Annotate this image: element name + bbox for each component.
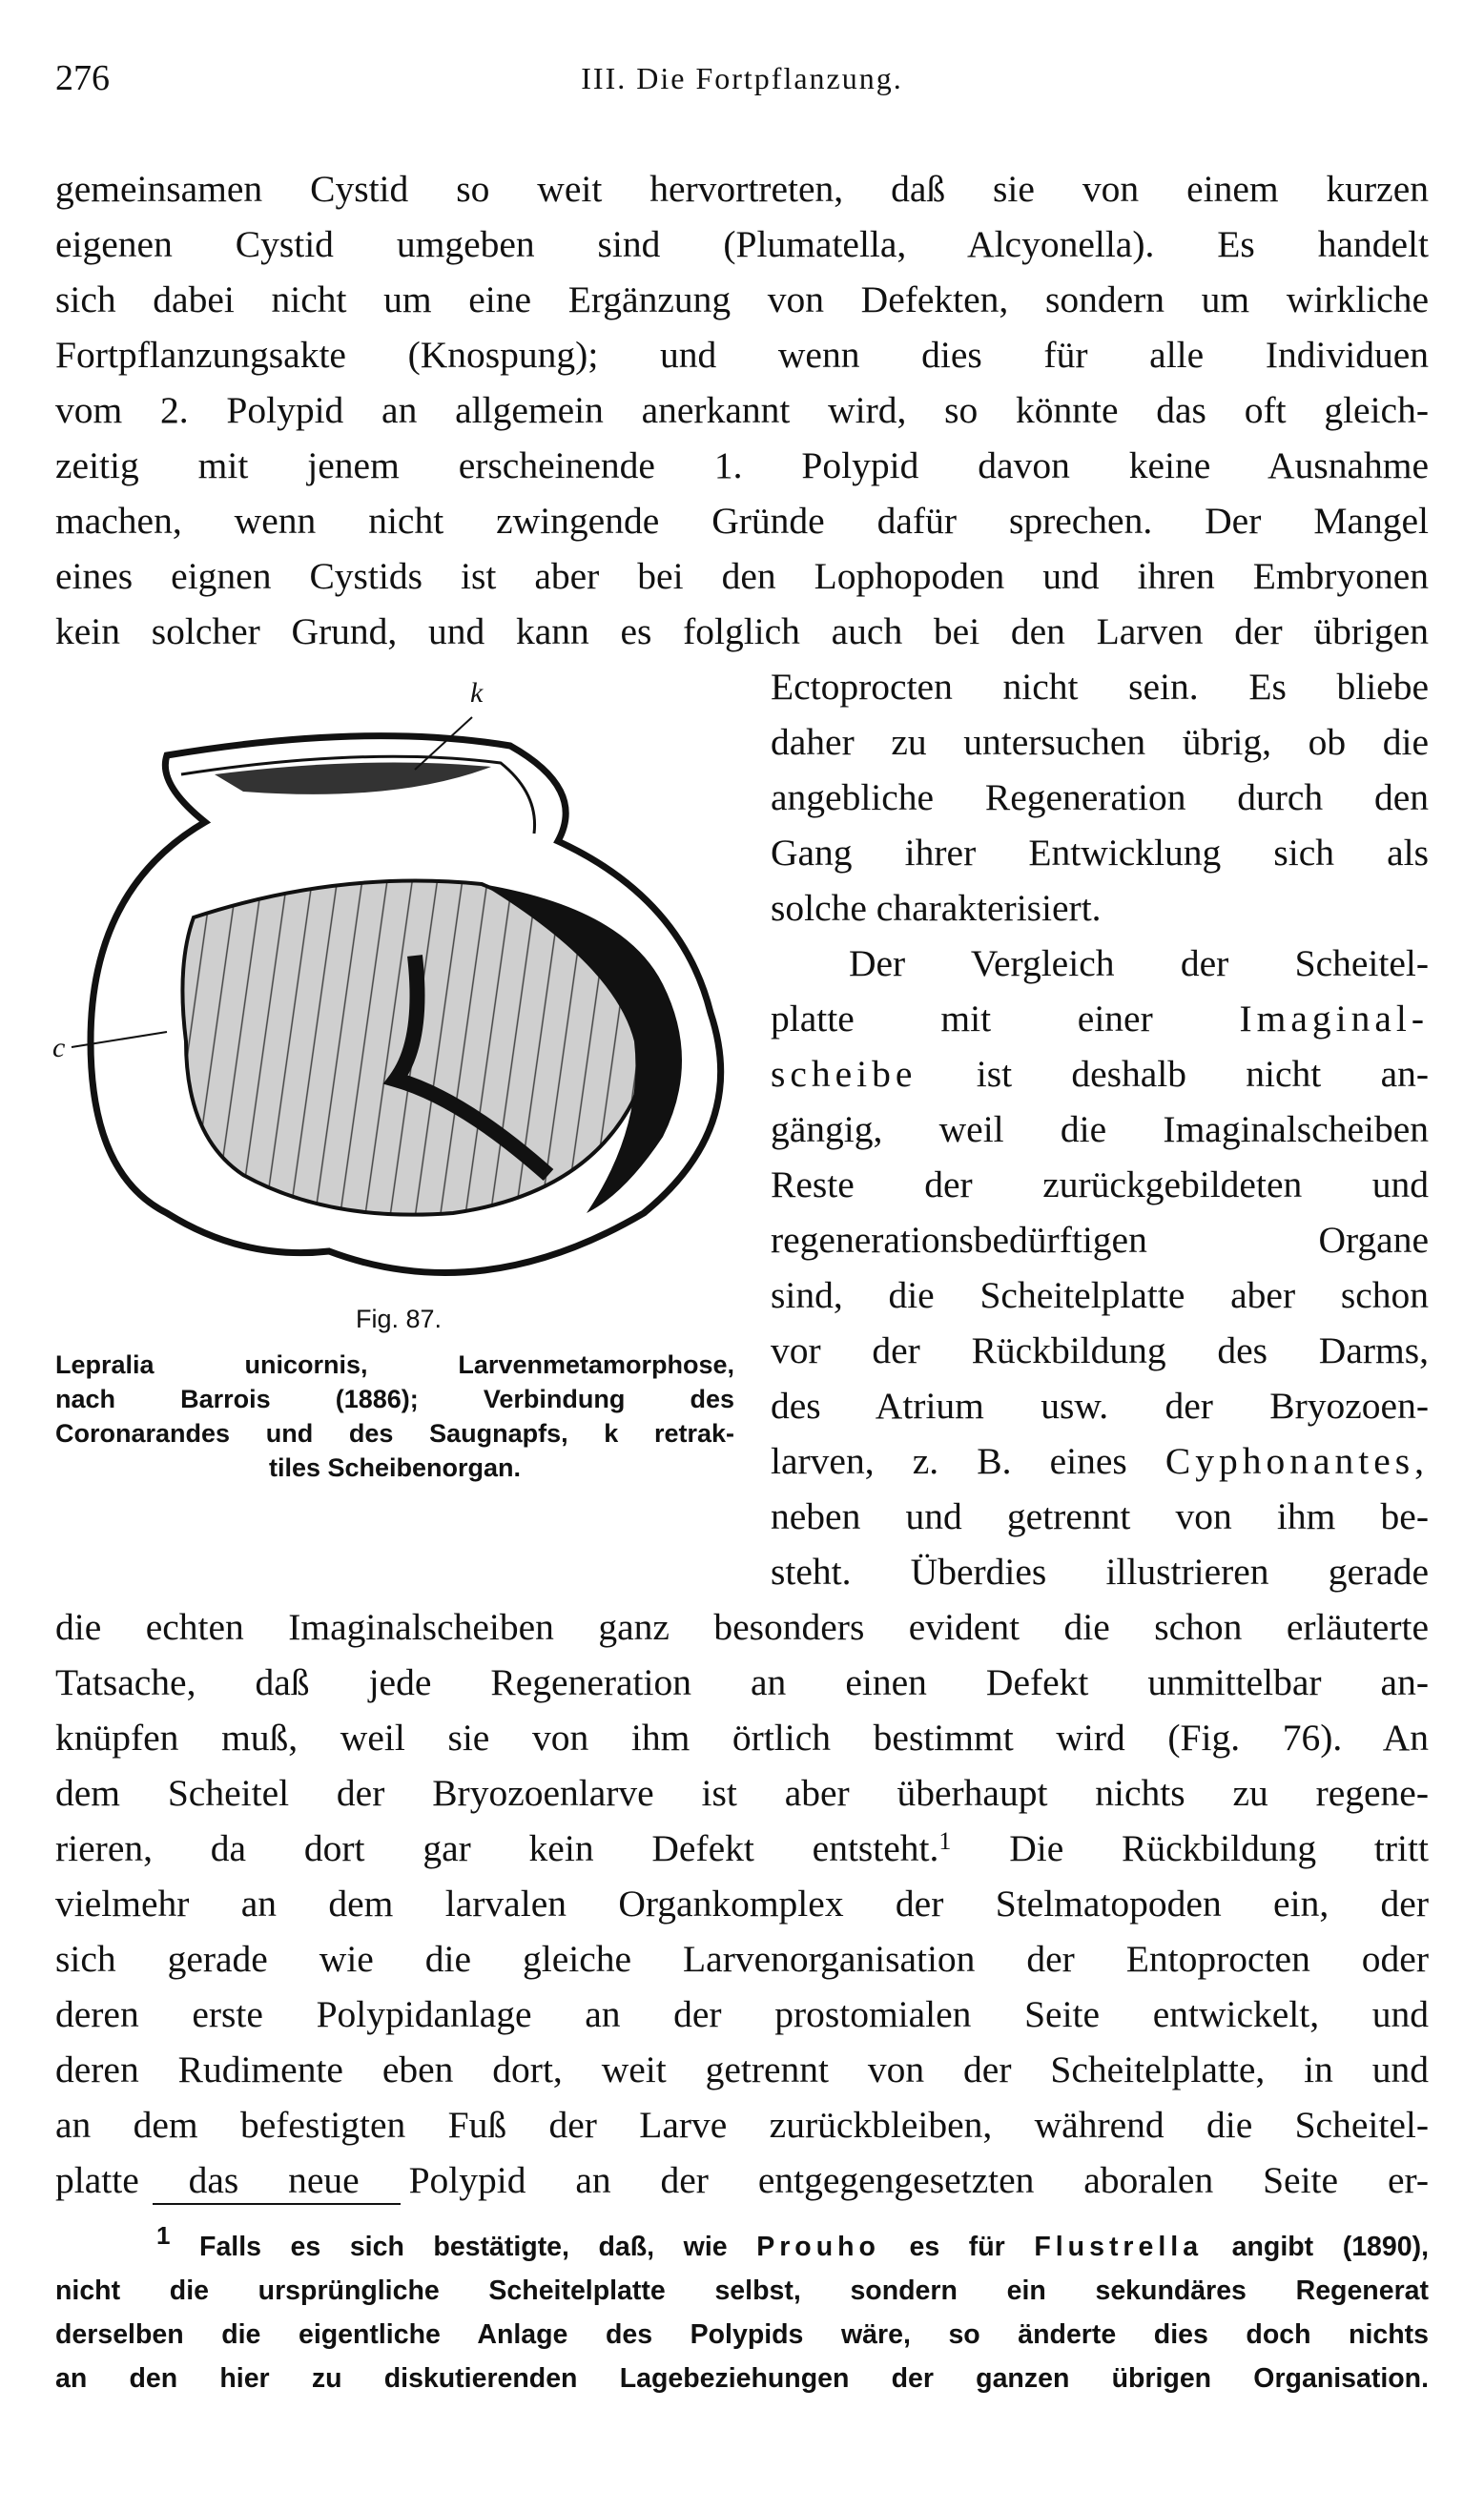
text-line: Gang ihrer Entwicklung sich als (771, 832, 1429, 874)
footnote-line: an den hier zu diskutierenden Lagebeziehungen der ganzen übrigen Organisation. (55, 2363, 1429, 2394)
text-line: vor der Rückbildung des Darms, (771, 1329, 1429, 1371)
text-line: Reste der zurückgebildeten und (771, 1163, 1429, 1205)
text-span: Falls es sich bestätigte, daß, wie (199, 2232, 728, 2262)
text-line: die echten Imaginalscheiben ganz besonders evident die schon erläuterte (55, 1606, 1429, 1648)
text-line: regenerationsbedürftigen Organe (771, 1219, 1429, 1261)
text-line: gängig, weil die Imaginalscheiben (771, 1108, 1429, 1150)
emphasis-text: Cyphonantes, (1165, 1440, 1429, 1482)
pointer-k (415, 717, 472, 770)
text-line: angebliche Regeneration durch den (771, 776, 1429, 818)
text-line: gemeinsamen Cystid so weit hervortreten, daß sie von einem kurzen (55, 168, 1429, 210)
text-line: eigenen Cystid umgeben sind (Plumatella, Alcyonella). Es handelt (55, 223, 1429, 265)
text-line: steht. Überdies illustrieren gerade (771, 1551, 1429, 1593)
text-span: Die Rückbildung tritt (1009, 1827, 1429, 1869)
text-line (55, 1822, 1429, 1875)
figure-87 (52, 679, 739, 1299)
text-span: ist deshalb nicht an- (976, 1053, 1430, 1095)
text-line: neben und getrennt von ihm be- (771, 1495, 1429, 1537)
scheibenorgan (215, 763, 491, 794)
text-line: vielmehr an dem larvalen Organkomplex der Stelmatopoden ein, der (55, 1883, 1429, 1925)
text-span: rieren, da dort gar kein Defekt entsteht. (55, 1827, 939, 1869)
pointer-c (72, 1032, 167, 1047)
footnote-line (156, 2221, 1430, 2268)
figure-caption-line: Lepralia unicornis, Larvenmetamorphose, (55, 1350, 734, 1379)
text-line: deren Rudimente eben dort, weit getrennt von der Scheitelplatte, in und (55, 2049, 1429, 2090)
text-span: platte mit einer (771, 998, 1153, 1040)
text-line: an dem befestigten Fuß der Larve zurückbleiben, während die Scheitel- (55, 2104, 1429, 2146)
text-span: es für (909, 2232, 1005, 2262)
footnote-marker: 1 (938, 1827, 952, 1855)
footnote-marker: 1 (156, 2221, 171, 2250)
figure-caption-line: tiles Scheibenorgan. (268, 1453, 522, 1482)
text-line: eines eignen Cystids ist aber bei den Lophopoden und ihren Embryonen (55, 555, 1429, 597)
text-line: kein solcher Grund, und kann es folglich auch bei den Larven der übrigen (55, 610, 1429, 652)
figure-illustration (52, 679, 739, 1299)
text-line: daher zu untersuchen übrig, ob die (771, 721, 1429, 763)
emphasis-text: Prouho (756, 2232, 880, 2262)
text-line: solche charakterisiert. (771, 887, 1102, 929)
footnote-line: nicht die ursprüngliche Scheitelplatte selbst, sondern ein sekundäres Regenerat (55, 2275, 1429, 2306)
text-line: Ectoprocten nicht sein. Es bliebe (771, 666, 1429, 708)
text-line (771, 1047, 1429, 1101)
text-line: Fortpflanzungsakte (Knospung); und wenn dies für alle Individuen (55, 334, 1429, 376)
emphasis-text: Flustrella (1034, 2232, 1204, 2262)
figure-label-c: c (52, 1032, 66, 1063)
text-line: sind, die Scheitelplatte aber schon (771, 1274, 1429, 1316)
text-span: larven, z. B. eines (771, 1440, 1127, 1482)
text-line: machen, wenn nicht zwingende Gründe dafür sprechen. Der Mangel (55, 500, 1429, 542)
page-number: 276 (55, 58, 110, 98)
emphasis-text: Imaginal- (1239, 998, 1429, 1040)
running-title: III. Die Fortpflanzung. (581, 61, 903, 95)
text-line: sich dabei nicht um eine Ergänzung von Defekten, sondern um wirkliche (55, 278, 1429, 320)
text-line: zeitig mit jenem erscheinende 1. Polypid davon keine Ausnahme (55, 444, 1429, 486)
figure-label-k: k (470, 679, 484, 709)
text-line: dem Scheitel der Bryozoenlarve ist aber überhaupt nichts zu regene- (55, 1772, 1429, 1814)
text-line: deren erste Polypidanlage an der prostomialen Seite entwickelt, und (55, 1993, 1429, 2035)
figure-caption-line: Coronarandes und des Saugnapfs, k retrak- (55, 1419, 734, 1448)
page-header (55, 57, 1429, 114)
footnote-rule (153, 2203, 401, 2205)
text-line: des Atrium usw. der Bryozoen- (771, 1385, 1429, 1427)
figure-caption-line: nach Barrois (1886); Verbindung des (55, 1385, 734, 1413)
text-span: angibt (1890), (1231, 2232, 1430, 2262)
footnote-line: derselben die eigentliche Anlage des Polypids wäre, so änderte dies doch nichts (55, 2319, 1429, 2350)
emphasis-text: scheibe (771, 1053, 917, 1095)
text-line: platte das neue Polypid an der entgegengesetzten aboralen Seite er- (55, 2159, 1429, 2201)
text-line: sich gerade wie die gleiche Larvenorganisation der Entoprocten oder (55, 1938, 1429, 1980)
figure-number: Fig. 87. (355, 1305, 443, 1333)
text-line: vom 2. Polypid an allgemein anerkannt wird, so könnte das oft gleich- (55, 389, 1429, 431)
text-line (771, 992, 1429, 1045)
text-line: Der Vergleich der Scheitel- (849, 942, 1429, 984)
text-line (771, 1434, 1429, 1488)
text-line: knüpfen muß, weil sie von ihm örtlich bestimmt wird (Fig. 76). An (55, 1717, 1429, 1759)
text-line: Tatsache, daß jede Regeneration an einen Defekt unmittelbar an- (55, 1661, 1429, 1703)
